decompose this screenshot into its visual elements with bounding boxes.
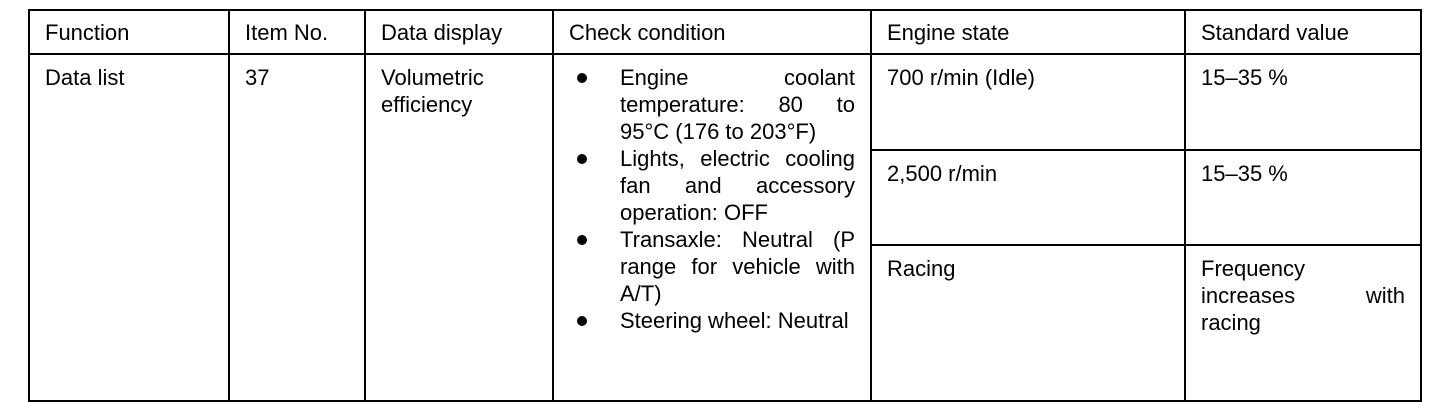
data-list-table [28,9,1422,402]
engine-state-cell: 2,500 r/min [871,150,1185,245]
standard-value-cell: Frequency increases with racing [1185,245,1421,401]
item-no-cell: 37 [229,54,365,401]
header-engine-state: Engine state [871,10,1185,54]
standard-value-cell: 15–35 % [1185,54,1421,150]
condition-text: Steering wheel: Neutral [620,308,849,333]
bullet-icon [577,316,587,326]
standard-value-cell: 15–35 % [1185,150,1421,245]
bullet-icon [577,154,587,164]
header-check-condition: Check condition [553,10,871,54]
condition-item [569,145,855,226]
condition-item [569,64,855,145]
header-standard-value: Standard value [1185,10,1421,54]
engine-state-cell: 700 r/min (Idle) [871,54,1185,150]
condition-text: Engine coolant temperature: 80 to 95°C (176 to 203°F) [620,65,855,144]
header-data-display: Data display [365,10,553,54]
condition-item [569,307,855,334]
engine-state-cell: Racing [871,245,1185,401]
check-condition-list [569,64,855,334]
check-condition-cell [553,54,871,401]
function-cell: Data list [29,54,229,401]
table-header-row [29,10,1421,54]
condition-item [569,226,855,307]
bullet-icon [577,73,587,83]
condition-text: Lights, electric cooling fan and accessory operation: OFF [620,146,855,225]
data-display-cell: Volumetric efficiency [365,54,553,401]
bullet-icon [577,235,587,245]
header-item-no: Item No. [229,10,365,54]
header-function: Function [29,10,229,54]
condition-text: Transaxle: Neutral (P range for vehicle with A/T) [620,227,855,306]
table-row [29,54,1421,150]
